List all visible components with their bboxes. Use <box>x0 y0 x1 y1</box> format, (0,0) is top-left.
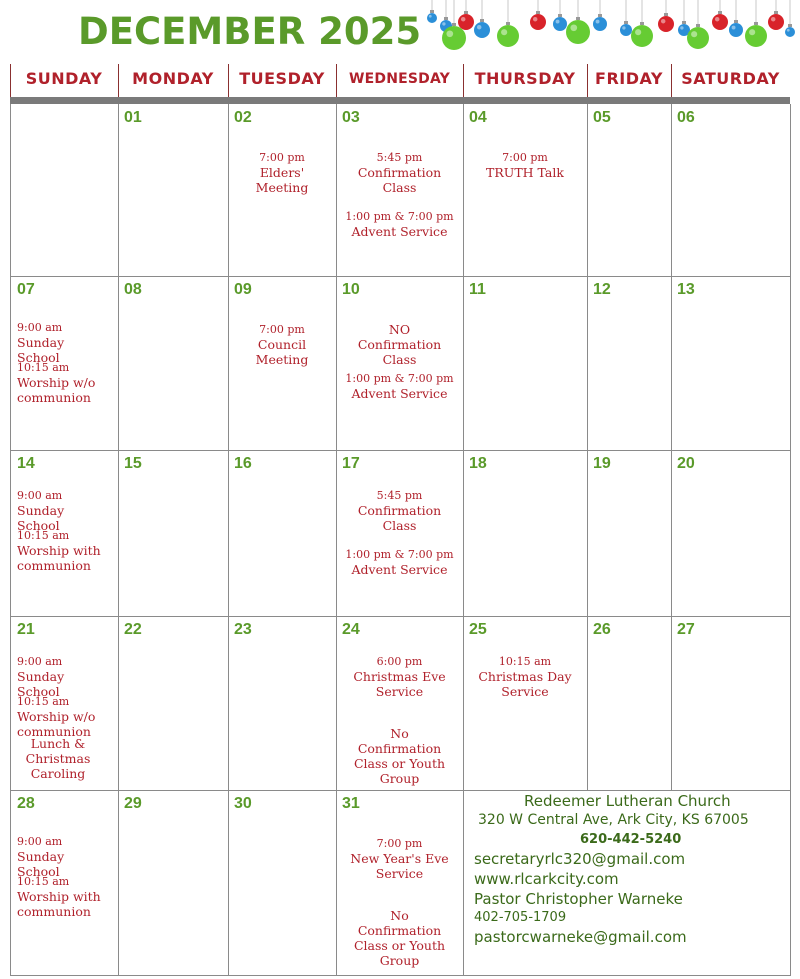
day-number: 13 <box>677 281 695 298</box>
calendar-day-cell[interactable] <box>118 104 229 277</box>
calendar-day-cell[interactable] <box>671 276 791 451</box>
calendar-event[interactable] <box>230 150 334 195</box>
calendar-event[interactable] <box>17 488 116 533</box>
event-description: Advent Service <box>351 386 448 401</box>
day-number: 29 <box>124 795 142 812</box>
pastor-email[interactable]: pastorcwarneke@gmail.com <box>474 928 687 946</box>
calendar-day-cell[interactable] <box>463 276 588 451</box>
event-description: No Confirmation Class or Youth Group <box>353 726 446 786</box>
day-number: 16 <box>234 455 252 472</box>
day-number: 18 <box>469 455 487 472</box>
calendar-day-cell[interactable] <box>463 450 588 617</box>
event-time: 10:15 am <box>17 695 70 708</box>
calendar-day-cell[interactable] <box>587 450 672 617</box>
calendar-event[interactable] <box>230 322 334 367</box>
calendar-day-cell[interactable] <box>10 450 119 617</box>
christmas-ornament-green-icon <box>745 0 767 47</box>
event-time: 10:15 am <box>17 875 70 888</box>
pastor-name: Pastor Christopher Warneke <box>474 890 683 908</box>
dow-separator <box>10 64 11 97</box>
event-description: Elders' Meeting <box>255 165 309 195</box>
day-number: 06 <box>677 109 695 126</box>
day-number: 30 <box>234 795 252 812</box>
christmas-ornament-green-icon <box>497 0 519 47</box>
calendar-event[interactable] <box>338 836 461 881</box>
christmas-ornament-red-icon <box>530 0 546 30</box>
dow-tuesday: TUESDAY <box>239 69 325 88</box>
calendar-day-cell[interactable] <box>336 450 464 617</box>
day-number: 09 <box>234 281 252 298</box>
day-number: 23 <box>234 621 252 638</box>
event-time: 10:15 am <box>17 361 70 374</box>
day-number: 08 <box>124 281 142 298</box>
christmas-ornament-green-icon <box>566 0 590 44</box>
calendar-day-cell[interactable] <box>671 450 791 617</box>
calendar-event[interactable] <box>338 654 461 699</box>
dow-wednesday: WEDNESDAY <box>348 71 451 87</box>
pastor-phone: 402-705-1709 <box>474 910 567 925</box>
church-address: 320 W Central Ave, Ark City, KS 67005 <box>478 812 749 828</box>
event-time: 1:00 pm & 7:00 pm <box>345 548 454 561</box>
event-time: 10:15 am <box>498 655 552 668</box>
calendar-event[interactable] <box>338 371 461 401</box>
christmas-ornament-red-icon <box>712 0 728 30</box>
calendar-event[interactable] <box>17 694 116 739</box>
christmas-ornament-blue-icon <box>553 0 567 31</box>
calendar-event[interactable] <box>338 322 461 367</box>
day-number: 15 <box>124 455 142 472</box>
calendar-day-cell[interactable] <box>228 790 337 976</box>
day-number: 25 <box>469 621 487 638</box>
christmas-ornament-green-icon <box>631 0 653 47</box>
day-number: 24 <box>342 621 360 638</box>
event-description: Christmas Day Service <box>478 669 572 699</box>
calendar-day-cell[interactable] <box>228 616 337 791</box>
dow-separator <box>228 64 229 97</box>
christmas-ornaments-decoration <box>420 0 800 62</box>
event-description: Confirmation Class <box>357 503 442 533</box>
event-description: Worship with communion <box>17 543 101 573</box>
calendar-event[interactable] <box>338 547 461 577</box>
event-description: Sunday School <box>17 503 65 533</box>
christmas-ornament-red-icon <box>458 0 474 30</box>
christmas-ornament-blue-icon <box>474 0 490 38</box>
christmas-ornament-blue-icon <box>593 0 607 31</box>
calendar-event[interactable] <box>17 654 116 699</box>
calendar-event[interactable] <box>17 320 116 365</box>
church-name: Redeemer Lutheran Church <box>524 792 731 810</box>
calendar-day-cell[interactable] <box>228 104 337 277</box>
calendar-event[interactable] <box>338 209 461 239</box>
event-description: New Year's Eve Service <box>350 851 449 881</box>
event-description: No Confirmation Class or Youth Group <box>353 908 446 968</box>
calendar-event[interactable] <box>465 150 585 180</box>
calendar-event[interactable] <box>17 874 116 919</box>
event-time: 9:00 am <box>17 489 63 502</box>
event-description: Advent Service <box>351 224 448 239</box>
event-description: NO Confirmation Class <box>357 322 442 367</box>
calendar-day-cell[interactable] <box>118 276 229 451</box>
day-number: 27 <box>677 621 695 638</box>
calendar-event[interactable] <box>338 488 461 533</box>
event-time: 5:45 pm <box>376 151 423 164</box>
dow-sunday: SUNDAY <box>25 69 103 88</box>
calendar-day-cell[interactable] <box>228 450 337 617</box>
event-time: 9:00 am <box>17 835 63 848</box>
dow-separator <box>671 64 672 97</box>
day-number: 05 <box>593 109 611 126</box>
day-number: 22 <box>124 621 142 638</box>
day-number: 19 <box>593 455 611 472</box>
day-number: 17 <box>342 455 360 472</box>
calendar-day-cell[interactable] <box>671 616 791 791</box>
church-phone: 620-442-5240 <box>580 832 682 847</box>
event-description: Confirmation Class <box>357 165 442 195</box>
dow-saturday: SATURDAY <box>681 69 780 88</box>
event-time: 7:00 pm <box>502 151 548 164</box>
dow-separator <box>463 64 464 97</box>
dow-friday: FRIDAY <box>595 69 663 88</box>
church-email[interactable]: secretaryrlc320@gmail.com <box>474 850 686 868</box>
event-description: Sunday School <box>17 335 65 365</box>
event-time: 9:00 am <box>17 655 63 668</box>
day-number: 28 <box>17 795 35 812</box>
day-number: 11 <box>469 281 486 298</box>
calendar-title: DECEMBER 2025 <box>78 10 422 53</box>
event-description: Christmas Eve Service <box>353 669 446 699</box>
calendar-day-cell[interactable] <box>10 616 119 791</box>
event-description: Lunch & Christmas Caroling <box>25 736 91 781</box>
event-description: Council Meeting <box>255 337 309 367</box>
calendar-day-cell[interactable] <box>118 450 229 617</box>
dow-separator <box>118 64 119 97</box>
calendar-day-cell[interactable] <box>10 790 119 976</box>
day-number: 14 <box>17 455 35 472</box>
event-time: 6:00 pm <box>376 655 423 668</box>
event-time: 7:00 pm <box>376 837 423 850</box>
day-number: 12 <box>593 281 611 298</box>
church-website[interactable]: www.rlcarkcity.com <box>474 870 619 888</box>
day-number: 02 <box>234 109 252 126</box>
calendar-day-cell[interactable] <box>336 790 464 976</box>
calendar-day-cell[interactable] <box>463 104 588 277</box>
day-number: 10 <box>342 281 360 298</box>
dow-separator <box>587 64 588 97</box>
event-description: Sunday School <box>17 849 65 879</box>
day-number: 04 <box>469 109 487 126</box>
calendar-day-cell[interactable] <box>336 104 464 277</box>
event-time: 9:00 am <box>17 321 63 334</box>
calendar-day-cell[interactable] <box>587 276 672 451</box>
event-time: 7:00 pm <box>259 323 305 336</box>
calendar-day-cell[interactable] <box>10 276 119 451</box>
day-number: 26 <box>593 621 611 638</box>
day-number: 07 <box>17 281 35 298</box>
calendar-day-cell[interactable] <box>118 616 229 791</box>
calendar-event[interactable] <box>17 834 116 879</box>
church-info-block <box>466 792 790 974</box>
header-divider-bar <box>10 97 790 104</box>
christmas-ornament-blue-icon <box>620 0 632 36</box>
dow-monday: MONDAY <box>132 69 214 88</box>
calendar-event[interactable] <box>338 726 461 786</box>
event-description: Advent Service <box>351 562 448 577</box>
calendar-event[interactable] <box>17 736 99 781</box>
event-description: Worship with communion <box>17 889 101 919</box>
event-time: 5:45 pm <box>376 489 423 502</box>
day-number: 01 <box>124 109 142 126</box>
day-number: 21 <box>17 621 35 638</box>
calendar-event[interactable] <box>338 150 461 195</box>
christmas-ornament-red-icon <box>658 0 674 32</box>
calendar-day-cell[interactable] <box>587 104 672 277</box>
event-time: 1:00 pm & 7:00 pm <box>345 210 454 223</box>
christmas-ornament-blue-icon <box>427 0 437 23</box>
day-number: 03 <box>342 109 360 126</box>
calendar-day-cell[interactable] <box>671 104 791 277</box>
christmas-ornament-green-icon <box>687 0 709 49</box>
calendar-day-cell[interactable] <box>336 276 464 451</box>
calendar-day-cell[interactable] <box>10 104 119 277</box>
christmas-ornament-blue-icon <box>729 0 743 37</box>
christmas-ornament-blue-icon <box>678 0 690 36</box>
calendar-day-cell[interactable] <box>336 616 464 791</box>
event-description: TRUTH Talk <box>486 165 564 180</box>
christmas-ornament-red-icon <box>768 0 784 30</box>
calendar-event[interactable] <box>465 654 585 699</box>
event-description: Worship w/o communion <box>17 375 96 405</box>
event-time: 1:00 pm & 7:00 pm <box>345 372 454 385</box>
dow-thursday: THURSDAY <box>474 69 576 88</box>
calendar-event[interactable] <box>17 360 116 405</box>
calendar-event[interactable] <box>17 528 116 573</box>
calendar-day-cell[interactable] <box>228 276 337 451</box>
day-number: 20 <box>677 455 695 472</box>
event-time: 10:15 am <box>17 529 70 542</box>
dow-separator <box>336 64 337 97</box>
event-description: Worship w/o communion <box>17 709 96 739</box>
calendar-event[interactable] <box>338 908 461 968</box>
day-number: 31 <box>342 795 360 812</box>
christmas-ornament-blue-icon <box>785 0 795 37</box>
event-time: 7:00 pm <box>259 151 305 164</box>
calendar-day-cell[interactable] <box>463 616 588 791</box>
event-description: Sunday School <box>17 669 65 699</box>
calendar-day-cell[interactable] <box>587 616 672 791</box>
calendar-day-cell[interactable] <box>118 790 229 976</box>
